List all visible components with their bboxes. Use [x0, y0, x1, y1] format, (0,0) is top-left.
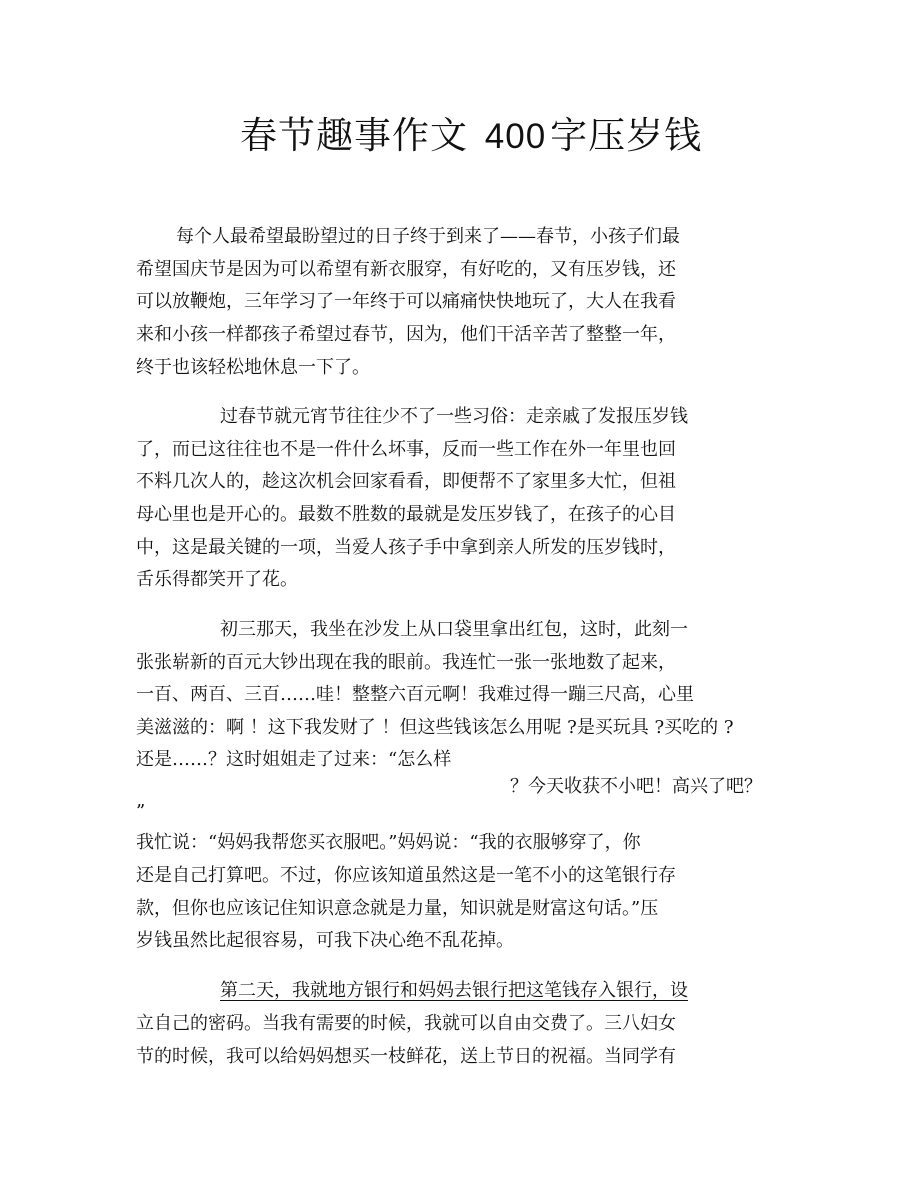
paragraph-3-line-7: ” — [136, 801, 146, 822]
paragraph-2-line-3: 不料几次人的，趁这次机会回家看看，即便帮不了家里多大忙，但祖 — [136, 471, 676, 492]
paragraph-3-line-3: 一百、两百、三百……哇！整整六百元啊！我难过得一蹦三尺高，心里 — [136, 684, 694, 705]
paragraph-3-line-1: 初三那天，我坐在沙发上从口袋里拿出红包，这时，此刻一 — [220, 619, 688, 640]
paragraph-1-line-1: 每个人最希望最盼望过的日子终于到来了——春节，小孩子们最 — [176, 226, 680, 247]
paragraph-5-line-1: 第二天，我就地方银行和妈妈去银行把这笔钱存入银行，设 — [220, 980, 688, 1001]
paragraph-1-line-3: 可以放鞭炮，三年学习了一年终于可以痛痛快快地玩了，大人在我看 — [136, 291, 676, 312]
paragraph-2-line-2: 了，而已这往往也不是一件什么坏事，反而一些工作在外一年里也回 — [136, 439, 676, 460]
title-suffix: 字压岁钱 — [550, 114, 703, 157]
paragraph-2-line-5: 中，这是最关键的一项，当爱人孩子手中拿到亲人所发的压岁钱时， — [136, 537, 676, 558]
document-title — [240, 108, 800, 165]
paragraph-1-line-2: 希望国庆节是因为可以希望有新衣服穿，有好吃的，又有压岁钱，还 — [136, 259, 676, 280]
paragraph-1-line-5: 终于也该轻松地休息一下了。 — [136, 357, 370, 378]
paragraph-4-line-4: 岁钱虽然比起很容易，可我下决心绝不乱花掉。 — [136, 930, 514, 951]
paragraph-3-line-4: 美滋滋的：啊 ！这下我发财了 ！但这些钱该怎么用呢 ?是买玩具 ?买吃的 ? — [136, 717, 734, 738]
paragraph-3-line-6: ？今天收获不小吧！高兴了吧？ — [510, 776, 762, 797]
paragraph-2-line-4: 母心里也是开心的。最数不胜数的最就是发压岁钱了，在孩子的心目 — [136, 504, 676, 525]
paragraph-5-line-3: 节的时候，我可以给妈妈想买一枝鲜花，送上节日的祝福。当同学有 — [136, 1046, 676, 1067]
paragraph-4-line-2: 还是自己打算吧。不过，你应该知道虽然这是一笔不小的这笔银行存 — [136, 865, 676, 886]
paragraph-4-line-1: 我忙说：“妈妈我帮您买衣服吧。”妈妈说：“我的衣服够穿了，你 — [136, 832, 641, 853]
paragraph-1-line-4: 来和小孩一样都孩子希望过春节，因为，他们干活辛苦了整整一年， — [136, 324, 676, 345]
paragraph-3-line-2: 张张崭新的百元大钞出现在我的眼前。我连忙一张一张地数了起来， — [136, 652, 676, 673]
title-prefix: 春节趣事作文 — [240, 114, 468, 157]
title-number: 400 — [484, 117, 547, 156]
paragraph-4-line-3: 款，但你也应该记住知识意念就是力量，知识就是财富这句话。”压 — [136, 898, 659, 919]
paragraph-3-line-5: 还是……？这时姐姐走了过来：“怎么样 — [136, 749, 452, 770]
paragraph-2-line-6: 舌乐得都笑开了花。 — [136, 569, 298, 590]
paragraph-5-line-2: 立自己的密码。当我有需要的时候，我就可以自由交费了。三八妇女 — [136, 1013, 676, 1034]
paragraph-2-line-1: 过春节就元宵节往往少不了一些习俗：走亲戚了发报压岁钱 — [220, 406, 688, 427]
